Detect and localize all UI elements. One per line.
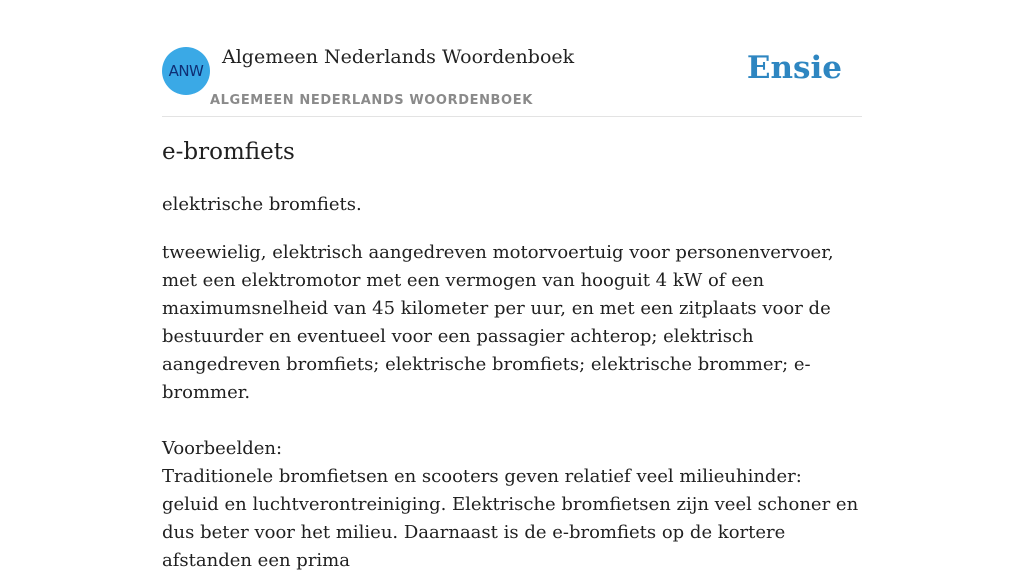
- page-content: [162, 0, 862, 571]
- short-definition: elektrische bromfiets.: [162, 194, 362, 215]
- example-text: Traditionele bromfietsen en scooters geven relatief veel milieuhinder: geluid en luchtverontreiniging. Elektrische bromfietsen zijn veel schoner en dus beter voor het milieu. Daarnaast is de e-bromfiets op de kortere afstanden een prima: [162, 466, 859, 571]
- entry-headword: e-bromfiets: [162, 139, 295, 165]
- paragraph-spacer: [162, 407, 862, 435]
- site-title-link[interactable]: Algemeen Nederlands Woordenboek: [222, 46, 575, 68]
- site-subtitle: ALGEMEEN NEDERLANDS WOORDENBOEK: [210, 93, 533, 108]
- examples-label: Voorbeelden:: [162, 438, 283, 459]
- anw-logo[interactable]: ANW: [162, 47, 210, 95]
- definition-text: tweewielig, elektrisch aangedreven motorvoertuig voor personenvervoer, met een elektromotor met een vermogen van hooguit 4 kW of een maximumsnelheid van 45 kilometer per uur, en met een zitplaats voor de bestuurder en eventueel voor een passagier achterop; elektrisch aangedreven bromfiets; elektrische bromfiets; elektrische brommer; e-brommer.: [162, 242, 834, 403]
- page-header: [162, 0, 862, 117]
- definition-block: [162, 239, 862, 575]
- ensie-brand-logo[interactable]: Ensie: [746, 50, 842, 86]
